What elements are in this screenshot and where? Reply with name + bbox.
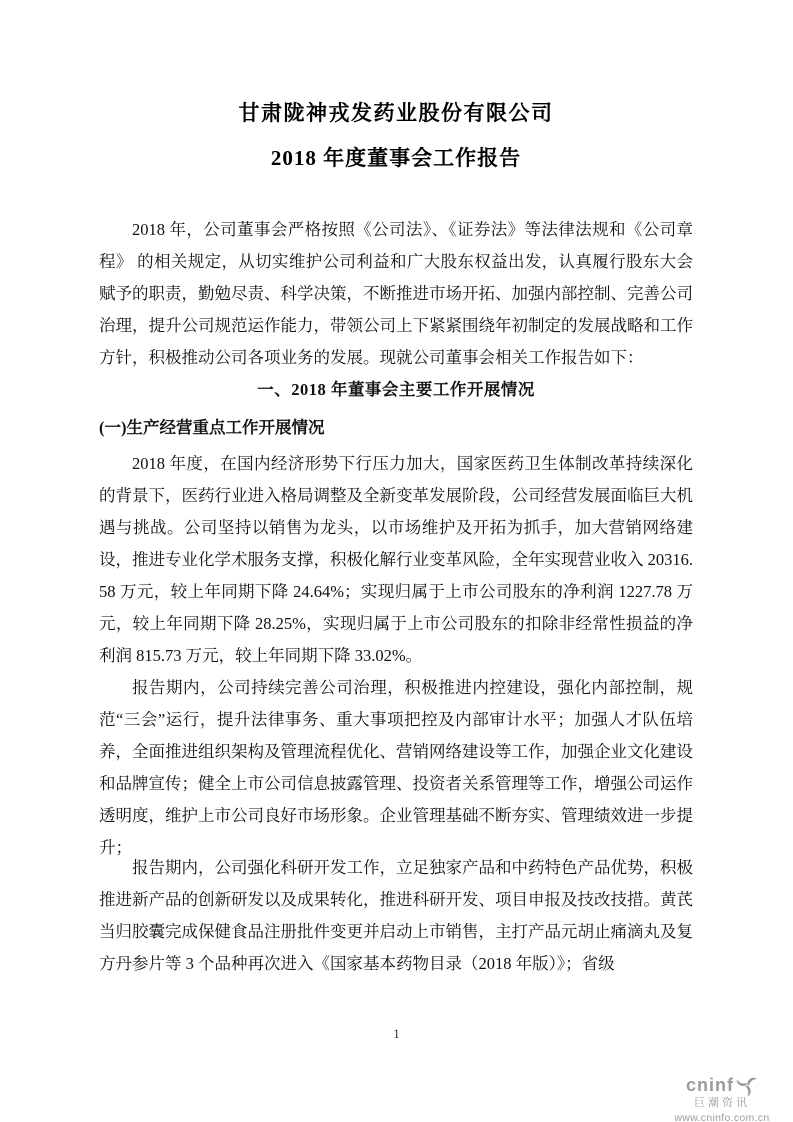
intro-paragraph: 2018 年，公司董事会严格按照《公司法》、《证券法》等法律法规和《公司章程》 的相关规定，从切实维护公司利益和广大股东权益出发，认真履行股东大会赋予的职责，勤勉尽责、科学决策，不断推进市场开拓、加强内部控制、完善公司治理，提升公司规范运作能力，带领公司上下紧紧围绕年初制定的发展战略和工作方针，积极推动公司各项业务的发展。现就公司董事会相关工作报告如下： — [99, 220, 693, 367]
section-1-heading: 一、2018 年董事会主要工作开展情况 — [257, 380, 535, 399]
cninfo-brand-row — [657, 1074, 787, 1096]
section-1-1-heading: (一)生产经营重点工作开展情况 — [99, 418, 325, 437]
cninfo-watermark — [657, 1074, 787, 1122]
rnd-paragraph: 报告期内，公司强化科研开发工作，立足独家产品和中药特色产品优势，积极推进新产品的创新研发以及成果转化，推进科研开发、项目申报及技改技措。黄芪当归胶囊完成保健食品注册批件变更并启动上市销售，主打产品元胡止痛滴丸及复方丹参片等 3 个品种再次进入《国家基本药物目录（2018 年版）》；省级 — [99, 858, 693, 973]
cninfo-brand-cn: 巨潮资讯 — [694, 1097, 750, 1109]
company-title: 甘肃陇神戎发药业股份有限公司 — [238, 101, 554, 125]
cninfo-url: www.cninfo.com.cn — [674, 1111, 770, 1122]
document-content — [99, 0, 693, 980]
cninfo-brand-text: cninf — [686, 1074, 734, 1095]
operations-paragraph: 2018 年度，在国内经济形势下行压力加大，国家医药卫生体制改革持续深化的背景下，医药行业进入格局调整及全新变革发展阶段，公司经营发展面临巨大机遇与挑战。公司坚持以销售为龙头，以市场维护及开拓为抓手，加大营销网络建设，推进专业化学术服务支撑，积极化解行业变革风险，全年实现营业收入 20316.58 万元，较上年同期下降 24.64%；实现归属于上市公司股东的净利润 1227.78 万元，较上年同期下降 28.25%，实现归属于上市公司股东的扣除非经常性损益的净利润 815.73 万元，较上年同期下降 33.02%。 — [99, 454, 693, 665]
page-number: 1 — [393, 1026, 400, 1041]
report-title: 2018 年度董事会工作报告 — [270, 146, 522, 170]
cninfo-swirl-icon — [736, 1074, 758, 1096]
governance-paragraph: 报告期内，公司持续完善公司治理，积极推进内控建设，强化内部控制，规范“三会”运行，提升法律事务、重大事项把控及内部审计水平；加强人才队伍培养，全面推进组织架构及管理流程优化、营销网络建设等工作，加强企业文化建设和品牌宣传；健全上市公司信息披露管理、投资者关系管理等工作，增强公司运作透明度，维护上市公司良好市场形象。企业管理基础不断夯实、管理绩效进一步提升； — [99, 678, 693, 857]
